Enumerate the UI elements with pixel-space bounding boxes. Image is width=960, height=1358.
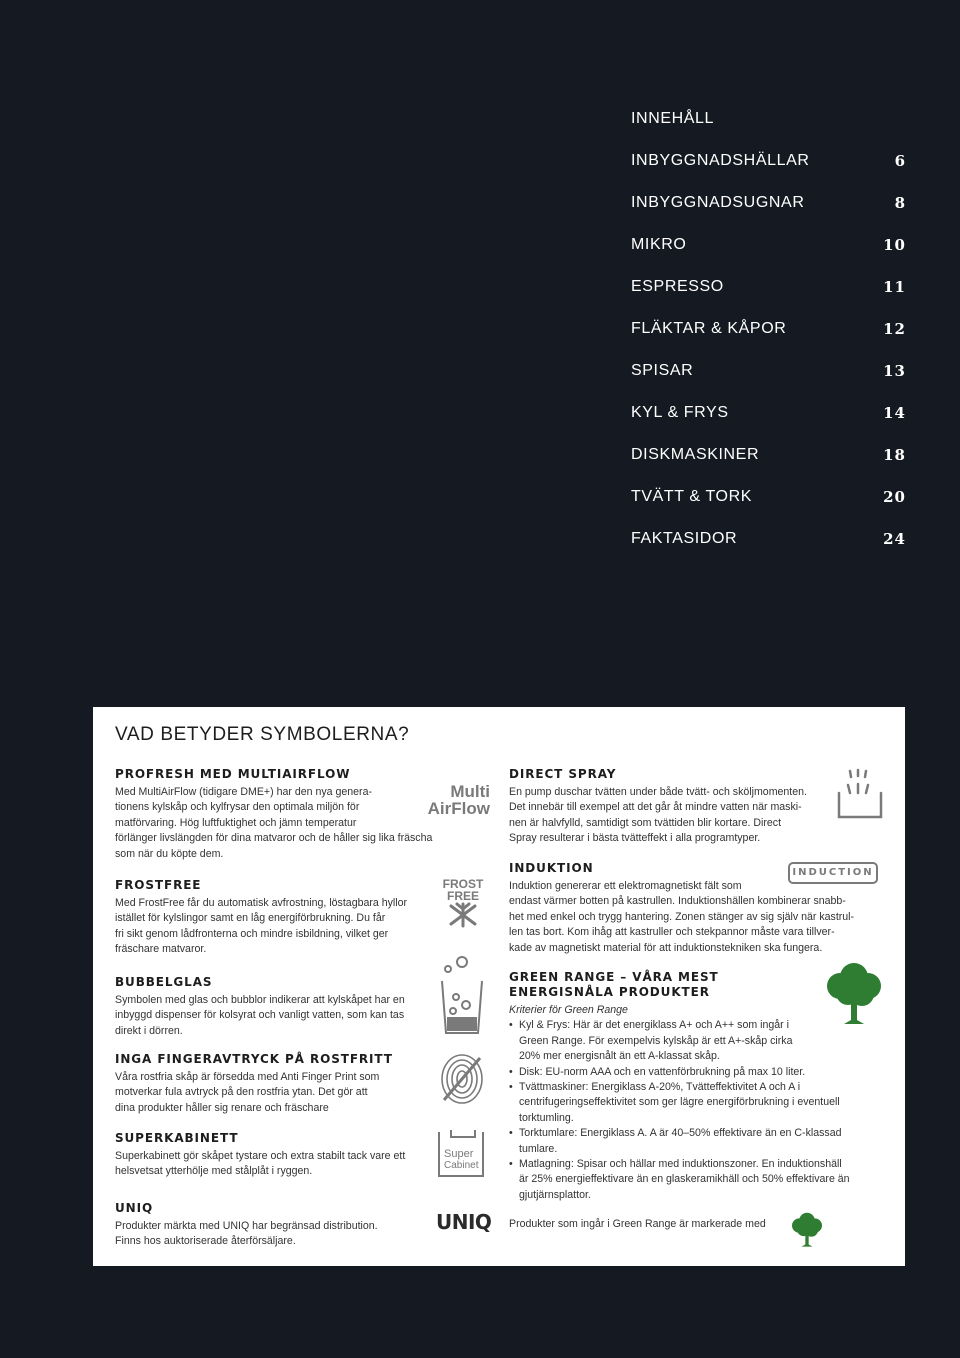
superkabinett-heading: SUPERKABINETT — [115, 1131, 239, 1145]
uniq-section — [115, 1201, 435, 1250]
directspray-heading: DIRECT SPRAY — [509, 767, 617, 781]
fingeravtryck-section — [115, 1052, 435, 1116]
frostfree-line: istället för kylslingor samt en låg energiförbrukning. Du får — [115, 912, 386, 925]
induktion-line: het med enkel och trygg hantering. Zonen stänger av sig själv när kastrul- — [509, 910, 855, 923]
list-item-line: • Kyl & Frys: Här är det energiklass A+ och A++ som ingår i — [519, 1019, 789, 1032]
bubble-glass-icon — [436, 955, 488, 1037]
frostfree-line: fri sikt genom lådfronterna och mindre isbildning, vilket ger — [115, 927, 389, 940]
table-of-contents — [631, 108, 906, 570]
toc-item-page: 24 — [883, 530, 906, 548]
proffresh-line: tionens kylskåp och kylfrysar den optimala miljön för — [115, 801, 360, 814]
toc-item-page: 11 — [883, 278, 906, 296]
induktion-line: len tas bort. Kom ihåg att kastruller och stekpannor måste vara tillver- — [509, 926, 835, 939]
uniq-heading: UNIQ — [115, 1201, 154, 1215]
list-item-line: • Disk: EU-norm AAA och en vattenförbrukning på max 10 liter. — [519, 1065, 806, 1078]
bubbelglas-section — [115, 975, 435, 1039]
uniq-line: Produkter märkta med UNIQ har begränsad distribution. — [115, 1220, 378, 1232]
toc-item[interactable] — [631, 486, 906, 528]
toc-item-label: KYL & FRYS — [631, 404, 729, 421]
multiairflow-logo-line1: Multi — [450, 782, 490, 801]
toc-item[interactable] — [631, 150, 906, 192]
toc-item[interactable] — [631, 276, 906, 318]
frostfree-logo-line2: FREE — [446, 889, 479, 903]
toc-item[interactable] — [631, 234, 906, 276]
super-cabinet-line1: Super — [444, 1148, 474, 1160]
superkabinett-line: Superkabinett gör skåpet tystare och extra stabilt tack vare ett — [115, 1150, 406, 1162]
toc-item-label: FAKTASIDOR — [631, 530, 738, 547]
list-item-line: Green Range. För exempelvis kylskåp är ett A+-skåp cirka — [519, 1034, 793, 1047]
directspray-line: Spray resulterar i bästa tvätteffekt i alla programtyper. — [509, 832, 761, 845]
frostfree-logo-line1: FROST — [442, 877, 484, 891]
induktion-line: endast värmer botten på kastrullen. Induktionshällen kombinerar snabb- — [509, 895, 846, 908]
proffresh-heading: PROFRESH MED MULTIAIRFLOW — [115, 767, 351, 781]
greenrange-footer: Produkter som ingår i Green Range är markerade med — [509, 1218, 766, 1231]
induktion-heading: INDUKTION — [509, 861, 594, 875]
frostfree-line: fräschare matvaror. — [115, 943, 207, 956]
toc-heading: INNEHÅLL — [631, 110, 715, 127]
toc-item-label: ESPRESSO — [631, 278, 724, 295]
direct-spray-icon — [835, 767, 885, 823]
frostfree-logo-icon — [437, 878, 489, 933]
toc-item-label: TVÄTT & TORK — [631, 488, 753, 505]
fingerprint-icon — [438, 1052, 486, 1106]
toc-item[interactable] — [631, 318, 906, 360]
panel-title: VAD BETYDER SYMBOLERNA? — [115, 724, 410, 745]
frostfree-section — [115, 878, 435, 958]
greenrange-heading-line2: ENERGISNÅLA PRODUKTER — [509, 985, 710, 999]
list-item-line: torktumling. — [519, 1111, 574, 1124]
greenrange-criteria-list — [509, 1018, 899, 1203]
frostfree-heading: FROSTFREE — [115, 878, 202, 892]
greenrange-subtitle: Kriterier för Green Range — [509, 1004, 628, 1016]
fingeravtryck-line: dina produkter håller sig renare och fräschare — [115, 1101, 329, 1114]
list-item-line: gjutjärnsplattor. — [519, 1188, 591, 1201]
frostfree-line: Med FrostFree får du automatisk avfrostning, löstagbara hyllor — [115, 897, 408, 909]
green-tree-icon — [818, 962, 890, 1026]
super-cabinet-line2: Cabinet — [444, 1160, 479, 1171]
uniq-line: Finns hos auktoriserade återförsäljare. — [115, 1235, 296, 1248]
toc-item-label: MIKRO — [631, 236, 687, 253]
bubbelglas-line: Symbolen med glas och bubblor indikerar att kylskåpet har en — [115, 994, 405, 1006]
bubbelglas-heading: BUBBELGLAS — [115, 975, 213, 989]
toc-item[interactable] — [631, 528, 906, 570]
superkabinett-section — [115, 1131, 435, 1180]
bubbelglas-line: direkt i dörren. — [115, 1024, 183, 1037]
proffresh-line: matförvaring. Hög luftfuktighet och jämn temperatur — [115, 816, 357, 829]
greenrange-heading-line1: GREEN RANGE – VÅRA MEST — [509, 970, 719, 984]
directspray-section — [509, 767, 839, 847]
toc-item-page: 6 — [894, 152, 906, 170]
list-item-line: 20% mer energisnålt än ett A-klassat skåp. — [519, 1050, 720, 1063]
induction-logo-icon: INDUCTION — [788, 862, 878, 884]
toc-item-label: SPISAR — [631, 362, 694, 379]
toc-item-page: 12 — [883, 320, 906, 338]
induktion-line: Induktion genererar ett elektromagnetiskt fält som — [509, 880, 742, 892]
symbols-panel — [93, 707, 905, 1266]
snowflake-icon — [437, 902, 489, 928]
toc-item-label: FLÄKTAR & KÅPOR — [631, 320, 787, 337]
uniq-logo-icon: UNIQ — [436, 1210, 492, 1234]
toc-item-page: 14 — [883, 404, 906, 422]
directspray-line: En pump duschar tvätten under både tvätt- och sköljmomenten. — [509, 786, 807, 798]
toc-item-label: INBYGGNADSUGNAR — [631, 194, 805, 211]
list-item — [509, 1157, 899, 1203]
toc-item-page: 18 — [883, 446, 906, 464]
fingeravtryck-line: Våra rostfria skåp är försedda med Anti Finger Print som — [115, 1071, 380, 1083]
bubbelglas-line: inbyggd dispenser för kolsyrat och vanligt vatten, som kan tas — [115, 1009, 405, 1022]
toc-item-label: INBYGGNADSHÄLLAR — [631, 152, 810, 169]
super-cabinet-icon — [438, 1132, 484, 1177]
list-item-line: • Tvättmaskiner: Energiklass A-20%, Tvätteffektivitet A och A i — [519, 1081, 801, 1094]
induktion-line: kade av magnetiskt material för att induktionstekniken ska fungera. — [509, 941, 823, 954]
fingeravtryck-heading: INGA FINGERAVTRYCK PÅ ROSTFRITT — [115, 1052, 393, 1066]
multiairflow-logo-icon — [414, 783, 490, 817]
list-item — [509, 1080, 899, 1126]
cabinet-handle-icon — [450, 1130, 476, 1138]
list-item-line: är 25% energieffektivare än en glaskeramikhäll och 50% effektivare än — [519, 1173, 850, 1186]
toc-item[interactable] — [631, 360, 906, 402]
fingeravtryck-line: motverkar fula avtryck på den rostfria ytan. Det gör att — [115, 1086, 368, 1099]
multiairflow-logo-line2: AirFlow — [427, 799, 490, 818]
toc-item-label: DISKMASKINER — [631, 446, 760, 463]
toc-item-page: 13 — [883, 362, 906, 380]
toc-item[interactable] — [631, 402, 906, 444]
list-item-line: centrifugeringseffektivitet som ger lägre energiförbrukning i eventuell — [519, 1096, 840, 1109]
list-item — [509, 1126, 899, 1157]
toc-item[interactable] — [631, 192, 906, 234]
list-item-line: tumlare. — [519, 1142, 558, 1155]
list-item-line: • Matlagning: Spisar och hällar med induktionszoner. En induktionshäll — [519, 1158, 842, 1171]
directspray-line: Det innebär till exempel att det går åt mindre vatten när maski- — [509, 801, 802, 814]
toc-item-page: 8 — [894, 194, 906, 212]
proffresh-line: förlänger livslängden för dina matvaror och de håller sig lika fräscha — [115, 832, 433, 845]
toc-item-page: 10 — [883, 236, 906, 254]
green-tree-icon — [787, 1212, 827, 1248]
directspray-line: nen är halvfylld, samtidigt som tvättiden blir kortare. Direct — [509, 816, 782, 829]
proffresh-line: som när du köpte dem. — [115, 847, 224, 860]
superkabinett-line: helsvetsat ytterhölje med stålplåt i ryggen. — [115, 1165, 313, 1178]
proffresh-line: Med MultiAirFlow (tidigare DME+) har den nya genera- — [115, 786, 373, 798]
toc-item-page: 20 — [883, 488, 906, 506]
list-item — [509, 1065, 899, 1080]
list-item-line: • Torktumlare: Energiklass A. A är 40–50% effektivare än en C-klassad — [519, 1127, 842, 1140]
toc-item[interactable] — [631, 444, 906, 486]
